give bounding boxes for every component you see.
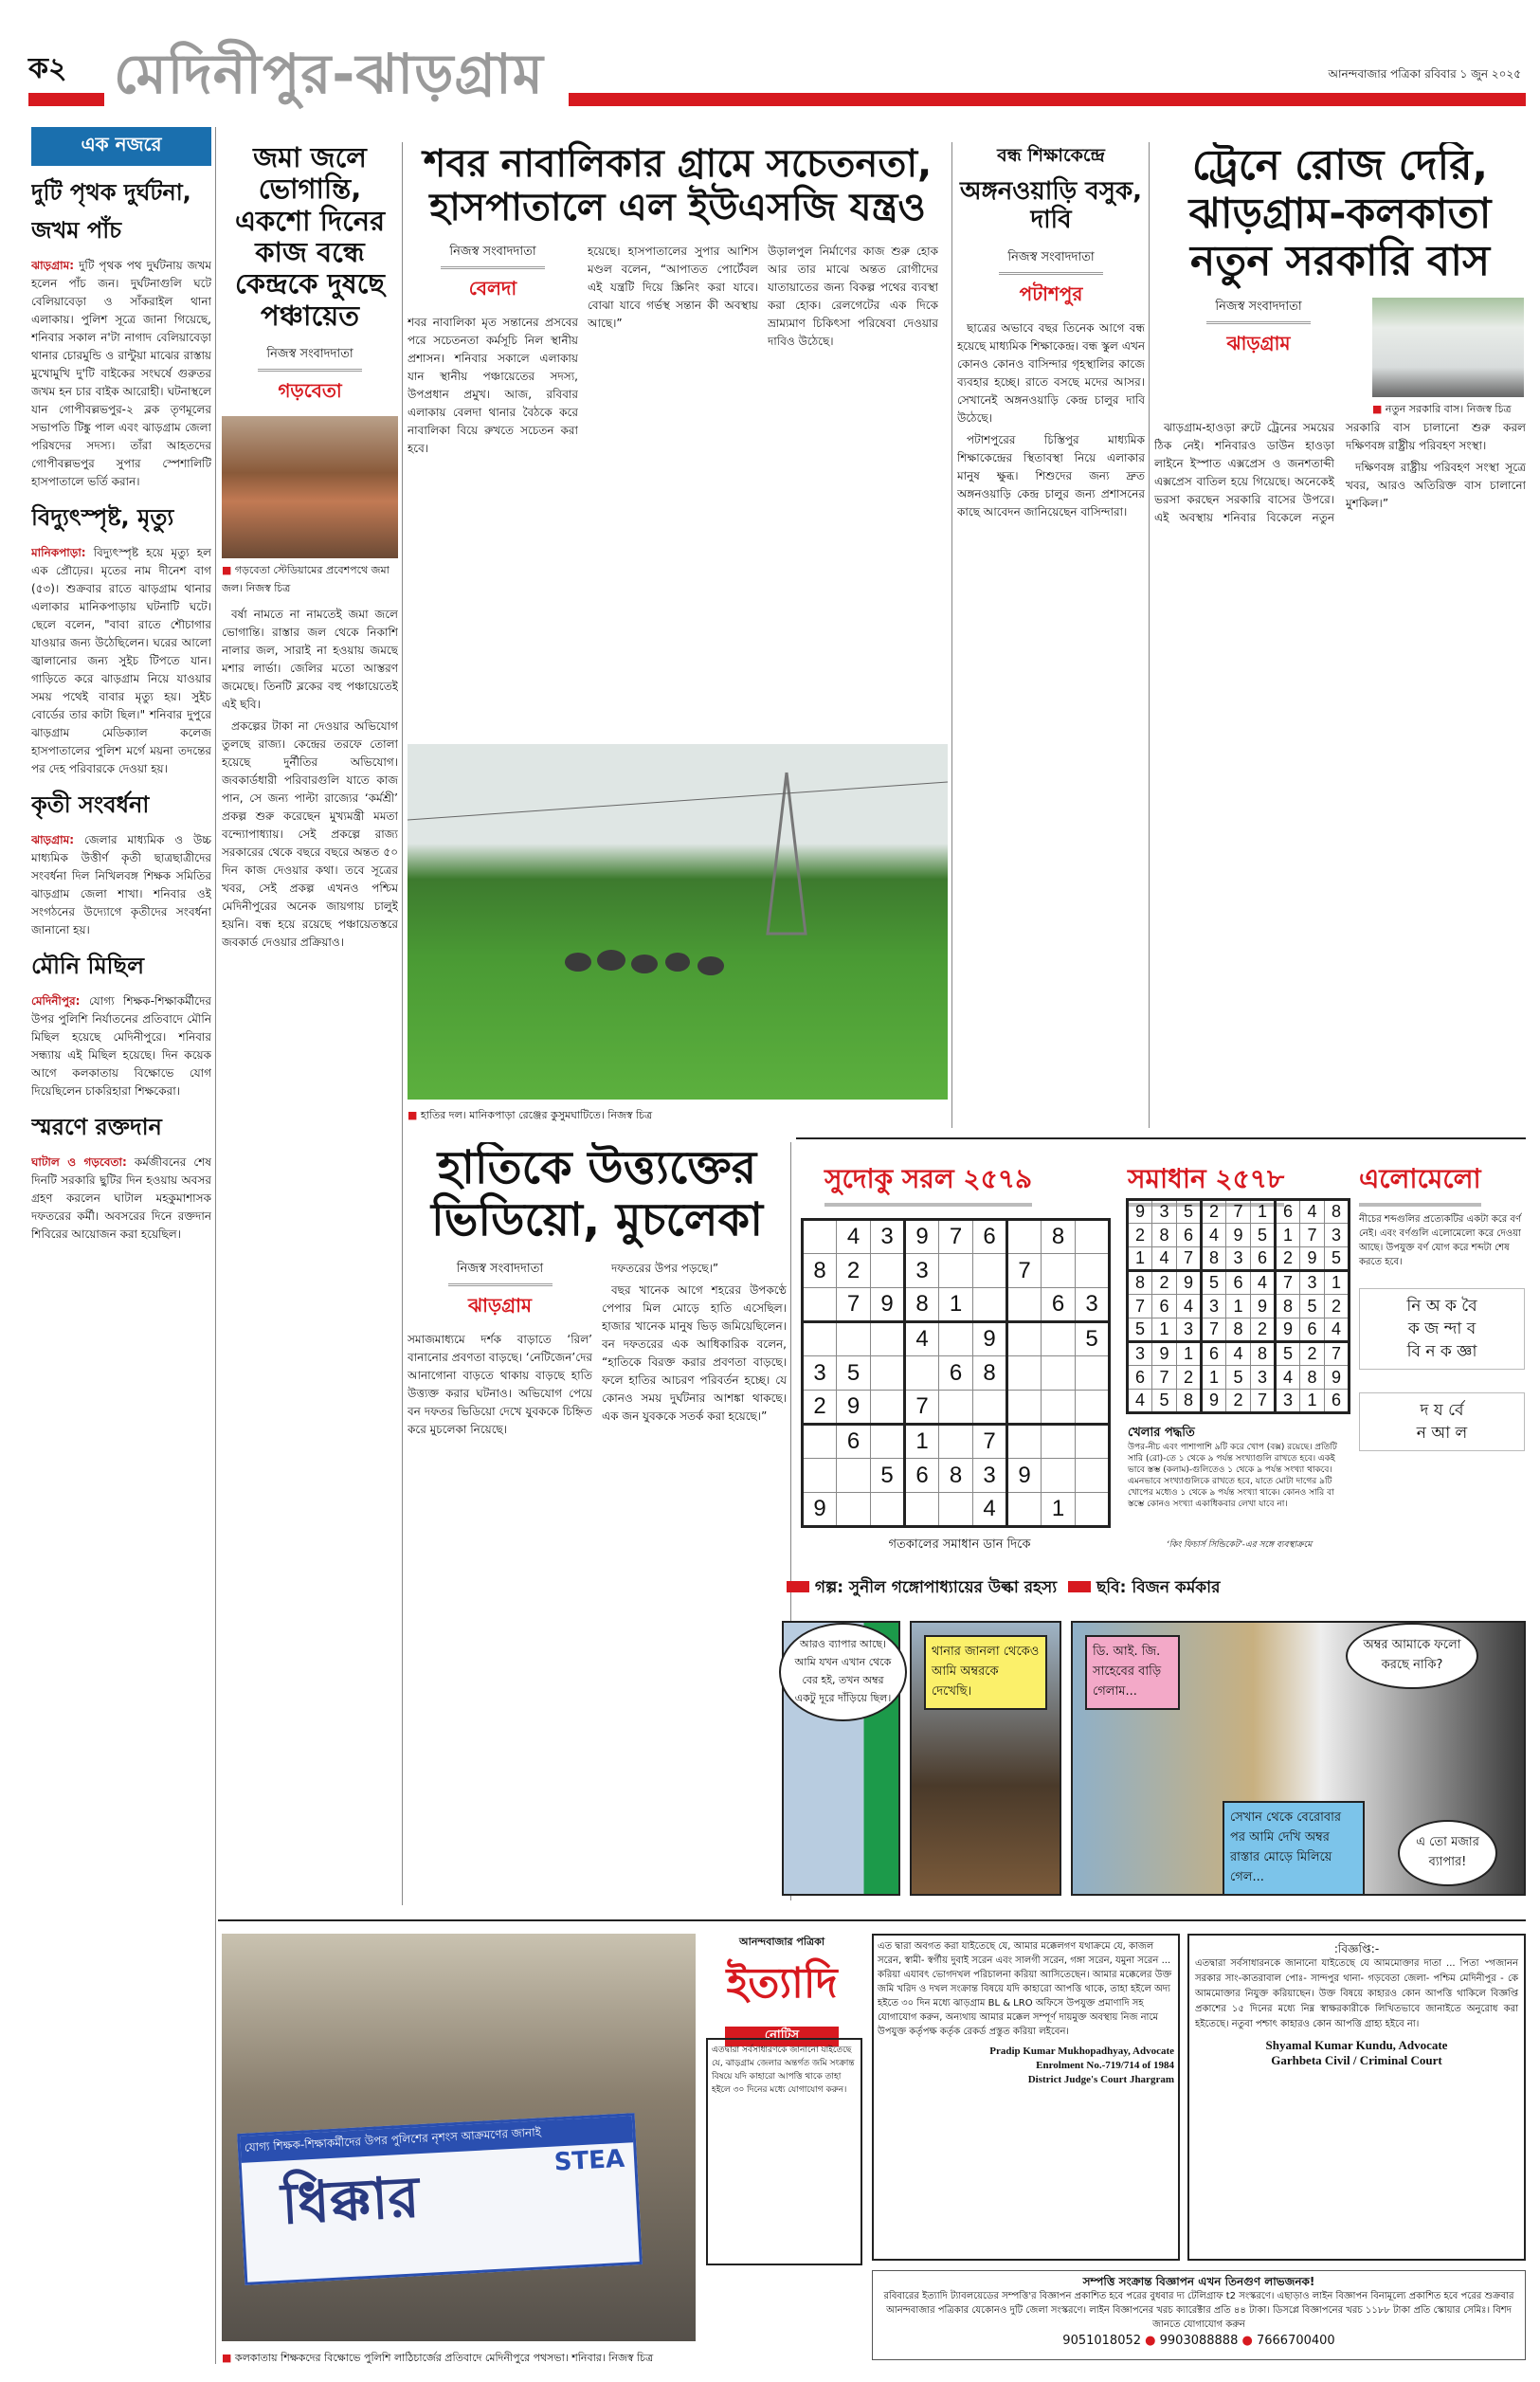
grid-cell: 8 xyxy=(803,1254,837,1288)
grid-cell: 3 xyxy=(905,1254,939,1288)
grid-cell: 5 xyxy=(1076,1322,1110,1356)
grid-cell: 3 xyxy=(1276,1390,1300,1413)
thought-bubble: এ তো মজার ব্যাপার! xyxy=(1398,1820,1497,1886)
grid-cell: 2 xyxy=(1276,1247,1300,1271)
grid-cell: 8 xyxy=(1152,1224,1177,1247)
grid-cell xyxy=(1076,1356,1110,1391)
byline: নিজস্ব সংবাদদাতা xyxy=(448,1260,553,1286)
grid-cell: 6 xyxy=(1202,1342,1226,1366)
grid-cell: 8 xyxy=(1042,1220,1076,1254)
grid-cell: 2 xyxy=(1300,1342,1325,1366)
column-divider xyxy=(1149,142,1150,1128)
grid-cell xyxy=(1007,1220,1042,1254)
grid-cell: 9 xyxy=(1177,1271,1202,1295)
grid-cell: 2 xyxy=(803,1391,837,1425)
grid-cell: 1 xyxy=(1226,1295,1251,1318)
grid-cell: 6 xyxy=(939,1356,973,1391)
grid-cell: 4 xyxy=(1128,1390,1152,1413)
grid-cell: 5 xyxy=(1128,1318,1152,1342)
solution-title: সমাধান ২৫৭৮ xyxy=(1128,1158,1284,1207)
sudoku-title: সুদোকু সরল ২৫৭৯ xyxy=(824,1158,1032,1207)
grid-cell: 8 xyxy=(1177,1390,1202,1413)
grid-cell: 5 xyxy=(1251,1224,1276,1247)
grid-cell: 1 xyxy=(1300,1390,1325,1413)
grid-cell: 6 xyxy=(1177,1224,1202,1247)
grid-cell xyxy=(1042,1391,1076,1425)
grid-cell xyxy=(939,1322,973,1356)
grid-cell: 5 xyxy=(837,1356,871,1391)
grid-cell: 7 xyxy=(905,1391,939,1425)
grid-cell: 6 xyxy=(1300,1318,1325,1342)
grid-cell: 7 xyxy=(1300,1224,1325,1247)
grid-cell: 8 xyxy=(939,1459,973,1493)
notice-box: :বিজ্ঞপ্তি:- এতদ্বারা সর্বসাধারনকে জানানো যাইতেছে যে আমমোক্তার দাতা ... পিতা ৺গজানন সরকার সাং-কাতরাবাল পোঃ- সান্দপুর থানা- গড়বেতা জেলা- পশ্চিম মেদিনীপুর - কে আমমোক্তার নিযুক্ত করিয়াছেন। উক্ত বিষয়ে কাহারও কোন আপত্তি থাকিলে বিজ্ঞপ্তি প্রকাশের ১৫ দিনের মধ্যে নিম্ন স্বাক্ষরকারীকে লিখিতভাবে জানাইতে অনুরোধ করা হইতেছে। নতুবা পশ্চাৎ কাহারও কোন আপত্তি গ্রাহ্য হইবে না। Shyamal Kumar Kundu, Advocate Garhbeta Civil / Criminal Court xyxy=(1187,1934,1526,2261)
headline: জমা জলে ভোগান্তি, একশো দিনের কাজ বন্ধে কেন্দ্রকে দুষছে পঞ্চায়েত xyxy=(234,142,386,332)
grid-cell xyxy=(973,1254,1007,1288)
grid-cell: 4 xyxy=(1300,1200,1325,1224)
sidebar-story xyxy=(31,788,211,939)
grid-cell xyxy=(871,1493,905,1527)
header-rule xyxy=(28,93,104,106)
grid-cell: 2 xyxy=(837,1254,871,1288)
photo-caption: ■ নতুন সরকারি বাস। নিজস্ব চিত্র xyxy=(1372,401,1524,419)
rules-title: খেলার পদ্ধতি xyxy=(1128,1426,1195,1440)
grid-cell: 3 xyxy=(1251,1366,1276,1390)
grid-cell: 6 xyxy=(1042,1288,1076,1322)
grid-cell: 6 xyxy=(905,1459,939,1493)
grid-cell: 6 xyxy=(837,1425,871,1459)
grid-cell: 9 xyxy=(1251,1295,1276,1318)
story-title: কৃতী সংবর্ধনা xyxy=(31,791,150,818)
header-rule xyxy=(569,93,1526,106)
article-body: ছাত্রের অভাবে বছর তিনেক আগে বন্ধ হয়েছে মাধ্যমিক শিক্ষাকেন্দ্র। বন্ধ স্কুল এখন কোনও কোনও বাসিন্দার গৃহস্থালির কাজে ব্যবহার হচ্ছে। রাতে বসছে মদের আসর। সেখানেই অঙ্গনওয়াড়ি কেন্দ্র চালুর দাবি উঠেছে। পটাশপুরের চিস্তিপুর মাধ্যমিক শিক্ষাকেন্দ্রের স্থিতাবস্থা নিয়ে এলাকার মানুষ ক্ষুব্ধ। শিশুদের জন্য দ্রুত অঙ্গনওয়াড়ি কেন্দ্র চালুর জন্য প্রশাসনের কাছে আবেদন জানিয়েছেন বাসিন্দারা। xyxy=(957,320,1145,518)
article-garhbeta xyxy=(222,142,398,1791)
elephant-herd-photo xyxy=(408,744,948,1100)
grid-cell: 5 xyxy=(1226,1366,1251,1390)
grid-cell xyxy=(1007,1322,1042,1356)
grid-cell xyxy=(803,1425,837,1459)
protest-photo xyxy=(222,1934,696,2341)
story-body: ঝাড়গ্রাম: জেলার মাধ্যমিক ও উচ্চ মাধ্যমিক উত্তীর্ণ কৃতী ছাত্রছাত্রীদের সংবর্ধনা দিল নিখিলবঙ্গ শিক্ষক সমিতির ঝাড়গ্রাম জেলা শাখা। শনিবার ওই সংগঠনের উদ্যোগে কৃতীদের সংবর্ধনা জানানো হয়। xyxy=(31,833,211,936)
grid-cell: 2 xyxy=(1202,1200,1226,1224)
grid-cell: 4 xyxy=(1325,1318,1350,1342)
article-body: শবর নাবালিকা মৃত সন্তানের প্রসবের পরে সচেতনতা কর্মসূচি নিল স্থানীয় প্রশাসন। শনিবার সকালে এলাকায় যান স্থানীয় পঞ্চায়েতের সদস্য, উপপ্রধান প্রমুখ। আজ, রবিবার এলাকায় বেলদা থানার বৈঠকে করে নাবালিকা বিয়ে রুখতে সচেতন করা হবে। xyxy=(408,316,578,455)
grid-cell: 7 xyxy=(1251,1390,1276,1413)
grid-cell: 4 xyxy=(1226,1342,1251,1366)
grid-cell: 8 xyxy=(1226,1318,1251,1342)
grid-cell: 7 xyxy=(973,1425,1007,1459)
grid-cell xyxy=(1076,1220,1110,1254)
story-body: মেদিনীপুর: যোগ্য শিক্ষক-শিক্ষাকর্মীদের উপর পুলিশি নির্যাতনের প্রতিবাদে মৌনি মিছিল হয়েছে মেদিনীপুরে। শনিবার সন্ধ্যায় এই মিছিল হয়েছে। দিন কয়েক আগে কলকাতায় বিক্ষোভে যোগ দিয়েছিলেন চাকরিহারা শিক্ষকেরা। xyxy=(31,994,211,1098)
grid-cell: 3 xyxy=(1076,1288,1110,1322)
article-patashpur xyxy=(957,142,1145,1128)
article-body: হয়েছে। হাসপাতালের সুপার আশিস মণ্ডল বলেন, “আপাতত পোর্টেবল এই যন্ত্রটি দিয়ে স্ক্রিনিং করা যাবে। বোঝা যাবে গর্ভস্থ সন্তান কী অবস্থায় আছে।” xyxy=(588,245,758,330)
grid-cell: 4 xyxy=(973,1493,1007,1527)
section-divider xyxy=(796,1137,1526,1139)
grid-cell xyxy=(939,1391,973,1425)
byline: নিজস্ব সংবাদদাতা xyxy=(999,248,1103,275)
notice-box: এত দ্বারা অবগত করা যাইতেছে যে, আমার মক্কেলগণ যথাক্রমে যে, কাজল সরেন, স্বামী- স্বর্গীয় দুবাই সরেন এবং সালগী সরেন, গঙ্গা সরেন, যমুনা সরেন ... করিয়া এযাবৎ ভোগদখল পরিচালনা করিয়া আসিতেছেন। আমার মক্কেলের উক্ত জমি খরিদ ও দখল সংক্রান্ত বিষয়ে যদি কাহারো আপত্তি থাকে, তাহা হইলে অদ্য হইতে ৩০ দিন মধ্যে ঝাড়গ্রাম BL & LRO অফিসে উপযুক্ত প্রমাণাদি সহ যোগাযোগ করুন, অন্যথায় আমার মক্কেল সম্পূর্ণ দায়মুক্ত অবস্থায় নিজ নামে উপযুক্ত কর্তৃপক্ষ কর্তৃক রেকর্ড প্রস্তুত করিয়া লইবেন। Pradip Kumar Mukhopadhyay, Advocate Enrolment No.-719/714 of 1984 District Judge's Court Jhargram xyxy=(872,1934,1180,2261)
grid-cell: 9 xyxy=(1007,1459,1042,1493)
grid-cell xyxy=(1042,1425,1076,1459)
grid-cell: 8 xyxy=(1300,1366,1325,1390)
grid-cell xyxy=(1076,1254,1110,1288)
sudoku-puzzle xyxy=(801,1158,1118,1555)
grid-cell: 2 xyxy=(1226,1390,1251,1413)
dateline: গড়বেতা xyxy=(278,379,342,403)
comic-art-label: ছবি: বিজন কর্মকার xyxy=(1096,1578,1221,1597)
grid-cell xyxy=(1007,1493,1042,1527)
grid-cell: 2 xyxy=(1152,1271,1177,1295)
grid-cell: 8 xyxy=(1202,1247,1226,1271)
grid-cell: 9 xyxy=(1276,1318,1300,1342)
grid-cell: 5 xyxy=(1202,1271,1226,1295)
elomelo-box: দ য র্বে ন আ ল xyxy=(1359,1392,1525,1451)
grid-cell: 2 xyxy=(1177,1366,1202,1390)
sidebar-section-label: এক নজরে xyxy=(31,127,211,166)
grid-cell: 5 xyxy=(1325,1247,1350,1271)
grid-cell: 7 xyxy=(1325,1342,1350,1366)
sidebar-story xyxy=(31,500,211,778)
grid-cell: 6 xyxy=(1251,1247,1276,1271)
grid-cell: 9 xyxy=(1226,1224,1251,1247)
grid-cell: 7 xyxy=(1152,1366,1177,1390)
grid-cell: 9 xyxy=(837,1391,871,1425)
rules-text: উপর-নীচ এবং পাশাপাশি ৯টি করে খোপ (বক্স) রয়েছে। প্রতিটি সারি (রো)-তে ১ থেকে ৯ পর্যন্ত সংখ্যাগুলি রাখতে হবে। একই ভাবে স্তম্ভ (কলাম)-গুলিতেও ১ থেকে ৯ পর্যন্ত সংখ্যা থাকবে। এমনভাবে সংখ্যাগুলিকে রাখতে হবে, যাতে মোটা দাগের ৯টি খোপের মধ্যেও ১ থেকে ৯ পর্যন্ত সংখ্যা থাকে। কোনও সারি বা স্তম্ভে কোনও সংখ্যা একাধিকবার লেখা যাবে না। xyxy=(1128,1443,1337,1509)
headline: ট্রেনে রোজ দেরি, ঝাড়গ্রাম-কলকাতা নতুন সরকারি বাস xyxy=(1188,142,1492,286)
grid-cell: 5 xyxy=(1276,1342,1300,1366)
grid-cell xyxy=(939,1425,973,1459)
notice-box: এতদ্বারা সর্বসাধারণকে জানানো যাইতেছে যে, ঝাড়গ্রাম জেলার অন্তর্গত জমি সংক্রান্ত বিষয়ে যদি কাহারো আপত্তি থাকে তাহা হইলে ৩০ দিনের মধ্যে যোগাযোগ করুন। xyxy=(706,2038,862,2265)
grid-cell: 1 xyxy=(1202,1366,1226,1390)
phone-number: 9051018052 xyxy=(1062,2334,1142,2348)
grid-cell xyxy=(1076,1391,1110,1425)
grid-cell xyxy=(803,1459,837,1493)
grid-cell xyxy=(803,1288,837,1322)
grid-cell: 9 xyxy=(1300,1247,1325,1271)
grid-cell xyxy=(1007,1288,1042,1322)
kicker: বন্ধ শিক্ষাকেন্দ্রে xyxy=(997,145,1105,166)
grid-cell: 8 xyxy=(1251,1342,1276,1366)
grid-cell: 4 xyxy=(905,1322,939,1356)
ad-brand: আনন্দবাজার পত্রিকা xyxy=(738,1936,825,1948)
grid-cell: 5 xyxy=(1300,1295,1325,1318)
grid-cell: 3 xyxy=(1325,1224,1350,1247)
story-title: স্মরণে রক্তদান xyxy=(31,1114,162,1140)
grid-cell: 7 xyxy=(1226,1200,1251,1224)
grid-cell: 7 xyxy=(1128,1295,1152,1318)
byline: নিজস্ব সংবাদদাতা xyxy=(441,243,545,269)
byline: নিজস্ব সংবাদদাতা xyxy=(258,345,362,372)
bus-photo xyxy=(1372,298,1524,397)
edition-date: আনন্দবাজার পত্রিকা রবিবার ১ জুন ২০২৫ xyxy=(1328,67,1521,81)
sidebar-story xyxy=(31,175,211,491)
grid-cell: 4 xyxy=(1251,1271,1276,1295)
grid-cell: 2 xyxy=(1251,1318,1276,1342)
story-body: ঝাড়গ্রাম: দুটি পৃথক পথ দুর্ঘটনায় জখম হলেন পাঁচ জন। দুর্ঘটনাগুলি ঘটে বেলিয়াবেড়া ও সাঁকরাইল থানা এলাকায়। পুলিশ সূত্রে জানা গিয়েছে, শনিবার সকাল ন'টা নাগাদ বেলিয়াবেড়া থানার চোরমুন্ডি ও রান্টুয়া মাঝের রাস্তায় মুখোমুখি দু'টি বাইকের সংঘর্ষে গুরুতর জখম হন চার বাইক আরোহী। ঘটনাস্থলে যান গোপীবল্লভপুর-২ ব্লক তৃণমূলের সভাপতি টিঙ্কু পাল এবং ঝাড়গ্রাম জেলা পরিষদের সদস্য। তাঁরা আহতদের গোপীবল্লভপুর সুপার স্পেশালিটি হাসপাতালে ভর্তি করান। xyxy=(31,259,211,488)
grid-cell: 6 xyxy=(1128,1366,1152,1390)
grid-cell xyxy=(939,1254,973,1288)
grid-cell: 5 xyxy=(1177,1200,1202,1224)
grid-cell: 1 xyxy=(905,1425,939,1459)
grid-cell xyxy=(803,1322,837,1356)
grid-cell: 6 xyxy=(973,1220,1007,1254)
headline: শবর নাবালিকার গ্রামে সচেতনতা, হাসপাতালে এল ইউএসজি যন্ত্রও xyxy=(423,142,933,229)
grid-cell xyxy=(1042,1254,1076,1288)
byline: নিজস্ব সংবাদদাতা xyxy=(1206,298,1311,324)
grid-cell: 5 xyxy=(871,1459,905,1493)
thought-bubble: অম্বর আমাকে ফলো করছে নাকি? xyxy=(1346,1623,1478,1689)
story-title: দুটি পৃথক দুর্ঘটনা, জখম পাঁচ xyxy=(31,179,191,244)
grid-cell: 7 xyxy=(837,1288,871,1322)
grid-cell: 7 xyxy=(1276,1271,1300,1295)
grid-cell: 9 xyxy=(1325,1366,1350,1390)
grid-cell: 9 xyxy=(871,1288,905,1322)
grid-cell: 8 xyxy=(1276,1295,1300,1318)
headline: হাতিকে উত্ত্যক্তের ভিডিয়ো, মুচলেকা xyxy=(430,1142,764,1247)
dateline: ঝাড়গ্রাম xyxy=(1226,331,1291,355)
grid-cell: 7 xyxy=(1177,1247,1202,1271)
grid-cell xyxy=(1042,1322,1076,1356)
grid-cell: 3 xyxy=(1152,1200,1177,1224)
grid-cell: 7 xyxy=(939,1220,973,1254)
grid-cell: 7 xyxy=(1007,1254,1042,1288)
article-body: সমাজমাধ্যমে দর্শক বাড়াতে ‘রিল’ বানানোর প্রবণতা বাড়ছে। ‘নেটিজেন’দের আনাগোনা বাড়তে থাকায় বাড়ছে হাতি উত্ত্যক্ত করার ঘটনাও। অভিযোগ পেয়ে বন দফতর ভিডিয়ো দেখে যুবককে চিহ্নিত করে মুচলেকা নিয়েছে। xyxy=(408,1333,592,1437)
article-bus xyxy=(1154,142,1526,1128)
ad-logo: ইত্যাদি xyxy=(726,1959,838,2008)
grid-cell xyxy=(1007,1391,1042,1425)
grid-cell xyxy=(1007,1356,1042,1391)
grid-cell: 2 xyxy=(1128,1224,1152,1247)
page-number: ক২ xyxy=(28,52,67,85)
power-pylon-icon xyxy=(408,744,948,1100)
grid-cell xyxy=(871,1322,905,1356)
grid-cell: 2 xyxy=(1325,1295,1350,1318)
grid-cell: 4 xyxy=(1276,1366,1300,1390)
comic-story-label: গল্প: সুনীল গঙ্গোপাধ্যায়ের উল্কা রহস্য xyxy=(814,1578,1058,1597)
phone-number: 7666700400 xyxy=(1256,2334,1335,2348)
grid-cell xyxy=(837,1459,871,1493)
grid-cell: 9 xyxy=(803,1493,837,1527)
sidebar-story xyxy=(31,949,211,1100)
waterlogging-photo xyxy=(222,416,398,558)
story-title: মৌনি মিছিল xyxy=(31,953,144,979)
elomelo-box: নি অ ক বৈ ক জ ন্দা ব বি ন ক জ্ঞা xyxy=(1359,1288,1525,1370)
grid-cell xyxy=(905,1493,939,1527)
grid-cell: 3 xyxy=(1177,1318,1202,1342)
grid-cell: 6 xyxy=(1276,1200,1300,1224)
grid-cell: 3 xyxy=(1202,1295,1226,1318)
syndicate-credit: ‘কিং ফিচার্স সিন্ডিকেট’-এর সঙ্গে ব্যবস্থাক্রমে xyxy=(1166,1540,1313,1550)
headline: অঙ্গনওয়াড়ি বসুক, দাবি xyxy=(959,177,1143,234)
story-title: বিদ্যুৎস্পৃষ্ট, মৃত্যু xyxy=(31,504,174,531)
dateline: বেলদা xyxy=(468,277,517,300)
grid-cell: 4 xyxy=(1177,1295,1202,1318)
grid-cell xyxy=(871,1425,905,1459)
sudoku-grid xyxy=(801,1218,1111,1528)
grid-cell: 8 xyxy=(1128,1271,1152,1295)
promo-box: সম্পত্তি সংক্রান্ত বিজ্ঞাপন এখন তিনগুণ লাভজনক! রবিবারের ইত্যাদি ট্যাবলয়েডের সম্পত্তি'র বিজ্ঞাপন প্রকাশিত হবে পরের বুধবার দ্য টেলিগ্রাফ t2 সংস্করণে। এছাড়াও লাইন বিজ্ঞাপন বিনামূল্যে প্রকাশিত হবে পরের শুক্রবার আনন্দবাজার পত্রিকার যেকোনও দুটি জেলা সংস্করণে। লাইন বিজ্ঞাপনের খরচ ক্যারেক্টার প্রতি ৪৪ টাকা। ডিসপ্লে বিজ্ঞাপনের খরচ ১১৮৮ টাকা প্রতি স্কোয়ার সেমিঃ। বিশদ জানতে যোগাযোগ করুন 9051018052 ● 9903088888 ● 7666700400 xyxy=(872,2270,1526,2360)
solution-grid xyxy=(1126,1198,1350,1414)
sidebar xyxy=(31,127,211,2364)
dateline: পটাশপুর xyxy=(1019,282,1083,305)
grid-cell: 1 xyxy=(1325,1271,1350,1295)
grid-cell xyxy=(905,1356,939,1391)
grid-cell xyxy=(1076,1493,1110,1527)
photo-caption: ■ কলকাতায় শিক্ষকদের বিক্ষোভে পুলিশি লাঠিচার্জের প্রতিবাদে মেদিনীপুরে পথসভা। শনিবার। নিজস্ব চিত্র xyxy=(222,2350,696,2368)
article-body: ঝাড়গ্রাম-হাওড়া রুটে ট্রেনের সময়ের ঠিক নেই। শনিবারও ডাউন হাওড়া লাইনে ইস্পাত এক্সপ্রেস ও জনশতাব্দী এক্সপ্রেস বাতিল হয়ে গিয়েছে। অনেকেই ভরসা করছেন সরকারি বাসের উপরে। এই অবস্থায় শনিবার বিকেলে নতুন সরকারি বাস চালানো শুরু করল দক্ষিণবঙ্গ রাষ্ট্রীয় পরিবহণ সংস্থা। দক্ষিণবঙ্গ রাষ্ট্রীয় পরিবহণ সংস্থা সূত্রে খবর, আরও অতিরিক্ত বাস চালানো মুশকিল।” xyxy=(1154,420,1526,524)
grid-cell xyxy=(837,1493,871,1527)
caption-box: ডি. আই. জি. সাহেবের বাড়ি গেলাম... xyxy=(1085,1635,1180,1710)
photo-caption: ■ গড়বেতা স্টেডিয়ামের প্রবেশপথে জমা জল। নিজস্ব চিত্র xyxy=(222,562,398,598)
caption-box: থানার জানলা থেকেও আমি অম্বরকে দেখেছি। xyxy=(924,1635,1047,1710)
grid-cell: 6 xyxy=(1325,1390,1350,1413)
grid-cell: 3 xyxy=(1300,1271,1325,1295)
elomelo-title: এলোমেলো xyxy=(1359,1158,1481,1207)
grid-cell xyxy=(1076,1425,1110,1459)
grid-cell xyxy=(1042,1356,1076,1391)
grid-cell xyxy=(871,1254,905,1288)
speech-bubble: আরও ব্যাপার আছে। আমি যখন এখান থেকে বের হই, তখন অম্বর একটু দূরে দাঁড়িয়ে ছিল। xyxy=(779,1623,907,1721)
grid-cell: 1 xyxy=(1042,1493,1076,1527)
grid-cell: 9 xyxy=(905,1220,939,1254)
grid-cell xyxy=(939,1493,973,1527)
sidebar-story xyxy=(31,1110,211,1244)
column-divider xyxy=(215,127,216,2364)
elomelo-instructions: নীচের শব্দগুলির প্রত্যেকটির একটা করে বর্ণ নেই। এবং বর্ণগুলি এলোমেলো করে দেওয়া আছে। উপযুক্ত বর্ণ যোগ করে শব্দটা শেষ করতে হবে। xyxy=(1359,1214,1522,1267)
protest-banner: যোগ্য শিক্ষক-শিক্ষাকর্মীদের উপর পুলিশের নৃশংস আক্রমণের জানাই ধিক্কার STEA xyxy=(237,2113,643,2285)
grid-cell: 6 xyxy=(1226,1271,1251,1295)
article-body: উড়ালপুল নির্মাণের কাজ শুরু হোক আর তার মাঝে অন্তত রোগীদের যাতায়াতের জন্য বিকল্প পথের ব্যবস্থা করা হোক। রেলগেটের এক দিকে ভ্রাম্যমাণ চিকিৎসা পরিষেবা দেওয়ার দাবিও উঠেছে। xyxy=(768,245,938,348)
grid-cell: 4 xyxy=(1152,1247,1177,1271)
photo-caption: ■ হাতির দল। মানিকপাড়া রেঞ্জের কুসুমঘাটিতে। নিজস্ব চিত্র xyxy=(408,1107,652,1125)
grid-cell: 1 xyxy=(939,1288,973,1322)
grid-cell xyxy=(973,1288,1007,1322)
grid-cell: 3 xyxy=(1226,1247,1251,1271)
phone-number: 9903088888 xyxy=(1159,2334,1239,2348)
grid-cell: 8 xyxy=(973,1356,1007,1391)
grid-cell: 9 xyxy=(1128,1200,1152,1224)
grid-cell: 3 xyxy=(803,1356,837,1391)
caption-box: সেখান থেকে বেরোবার পর আমি দেখি অম্বর রাস্তার মোড়ে মিলিয়ে গেল... xyxy=(1223,1801,1365,1896)
grid-cell xyxy=(973,1391,1007,1425)
column-divider xyxy=(402,142,403,1905)
sudoku-footer: গতকালের সমাধান ডান দিকে xyxy=(888,1537,1031,1552)
grid-cell: 9 xyxy=(1202,1390,1226,1413)
grid-cell: 1 xyxy=(1276,1224,1300,1247)
grid-cell: 4 xyxy=(837,1220,871,1254)
story-body: ঘাটাল ও গড়বেতা: কর্মজীবনের শেষ দিনটি সরকারি ছুটির দিন হওয়ায় অবসর গ্রহণ করলেন ঘাটাল মহকুমাশাসক দফতরের কর্মী। অবসরের দিনে রক্তদান শিবিরের আয়োজন করা হয়েছিল। xyxy=(31,1155,211,1241)
ittadi-ad xyxy=(706,1934,1526,2365)
grid-cell: 9 xyxy=(973,1322,1007,1356)
grid-cell xyxy=(1076,1459,1110,1493)
grid-cell: 5 xyxy=(1152,1390,1177,1413)
ad-section: নোটিস xyxy=(725,2027,839,2046)
grid-cell: 1 xyxy=(1177,1342,1202,1366)
elomelo-puzzle xyxy=(1359,1158,1525,1451)
dateline: ঝাড়গ্রাম xyxy=(467,1294,533,1318)
grid-cell: 3 xyxy=(871,1220,905,1254)
grid-cell xyxy=(803,1220,837,1254)
grid-cell xyxy=(837,1322,871,1356)
article-body: বর্ষা নামতে না নামতেই জমা জলে ভোগান্তি। রাস্তার জল থেকে নিকাশি নালার জল, সারাই না হওয়ায় জমছে মশার লার্ভা। জেলির মতো আস্তরণ জমেছে। তিনটি ব্লকের বহু পঞ্চায়েতেই এই ছবি। প্রকল্পের টাকা না দেওয়ার অভিযোগ তুলছে রাজ্য। কেন্দ্রের তরফে তোলা হয়েছে দুর্নীতির অভিযোগ। জবকার্ডধারী পরিবারগুলি যাতে কাজ পান, সে জন্য পাল্টা রাজ্যের ‘কর্মশ্রী’ প্রকল্প শুরু করেছেন মুখ্যমন্ত্রী মমতা বন্দ্যোপাধ্যায়। সেই প্রকল্পে রাজ্য সরকারের থেকে বছরে বছরে অন্তত ৫০ দিন কাজ দেওয়ার কথা। তবে সূত্রের খবর, সেই প্রকল্প এখনও পশ্চিম মেদিনীপুরের অনেক জায়গায় চালুই হয়নি। বন্ধ হয়ে রয়েছে পঞ্চায়েতস্তরে জবকার্ড দেওয়ার প্রক্রিয়াও। xyxy=(222,608,398,950)
grid-cell: 9 xyxy=(1152,1342,1177,1366)
grid-cell xyxy=(1007,1425,1042,1459)
article-elephant xyxy=(408,1142,787,1900)
grid-cell: 3 xyxy=(973,1459,1007,1493)
grid-cell: 1 xyxy=(1152,1318,1177,1342)
grid-cell: 4 xyxy=(1202,1224,1226,1247)
grid-cell: 8 xyxy=(905,1288,939,1322)
article-body: দফতরের উপর পড়ছে।” বছর খানেক আগে শহরের উপকণ্ঠে পেপার মিল মোড়ে হাতি এসেছিল। হাজার খানেক মানুষ ভিড় জমিয়েছিলেন। বন দফতরের এক আধিকারিক বলেন, “হাতিকে বিরক্ত করার প্রবণতা বাড়ছে। ফলে হাতির আচরণ পরিবর্তন হচ্ছে। যে কোনও সময় দুর্ঘটনার আশঙ্কা থাকছে। এক জন যুবককে সতর্ক করা হয়েছে।” xyxy=(602,1262,787,1424)
article-belda xyxy=(408,142,948,726)
grid-cell: 1 xyxy=(1251,1200,1276,1224)
column-divider xyxy=(951,142,952,1128)
grid-cell: 7 xyxy=(1202,1318,1226,1342)
grid-cell: 3 xyxy=(1128,1342,1152,1366)
comic-credits xyxy=(787,1575,1220,1602)
grid-cell xyxy=(871,1391,905,1425)
grid-cell: 6 xyxy=(1152,1295,1177,1318)
section-masthead: মেদিনীপুর-ঝাড়গ্রাম xyxy=(114,42,544,106)
grid-cell xyxy=(871,1356,905,1391)
grid-cell xyxy=(1042,1459,1076,1493)
section-divider xyxy=(218,1919,1526,1921)
grid-cell: 8 xyxy=(1325,1200,1350,1224)
grid-cell: 1 xyxy=(1128,1247,1152,1271)
story-body: মানিকপাড়া: বিদ্যুৎস্পৃষ্ট হয়ে মৃত্যু হল এক প্রৌঢ়ের। মৃতের নাম দীনেশ বাগ (৫৩)। শুক্রবার রাতে ঝাড়গ্রাম থানার এলাকার মানিকপাড়ায় ঘটনাটি ঘটে। ছেলে বলেন, "বাবা রাতে শৌচাগার যাওয়ার জন্য উঠেছিলেন। ঘরের আলো জ্বালানোর জন্য সুইচ টিপতে যান। গাড়িতে করে ঝাড়গ্রাম নিয়ে যাওয়ার সময় পথেই বাবার মৃত্যু হয়। সুইচ বোর্ডের তার কাটা ছিল।" শনিবার দুপুরে ঝাড়গ্রাম মেডিক্যাল কলেজ হাসপাতালের পুলিশ মর্গে ময়না তদন্তের পর দেহ পরিবারকে দেওয়া হয়। xyxy=(31,546,211,775)
